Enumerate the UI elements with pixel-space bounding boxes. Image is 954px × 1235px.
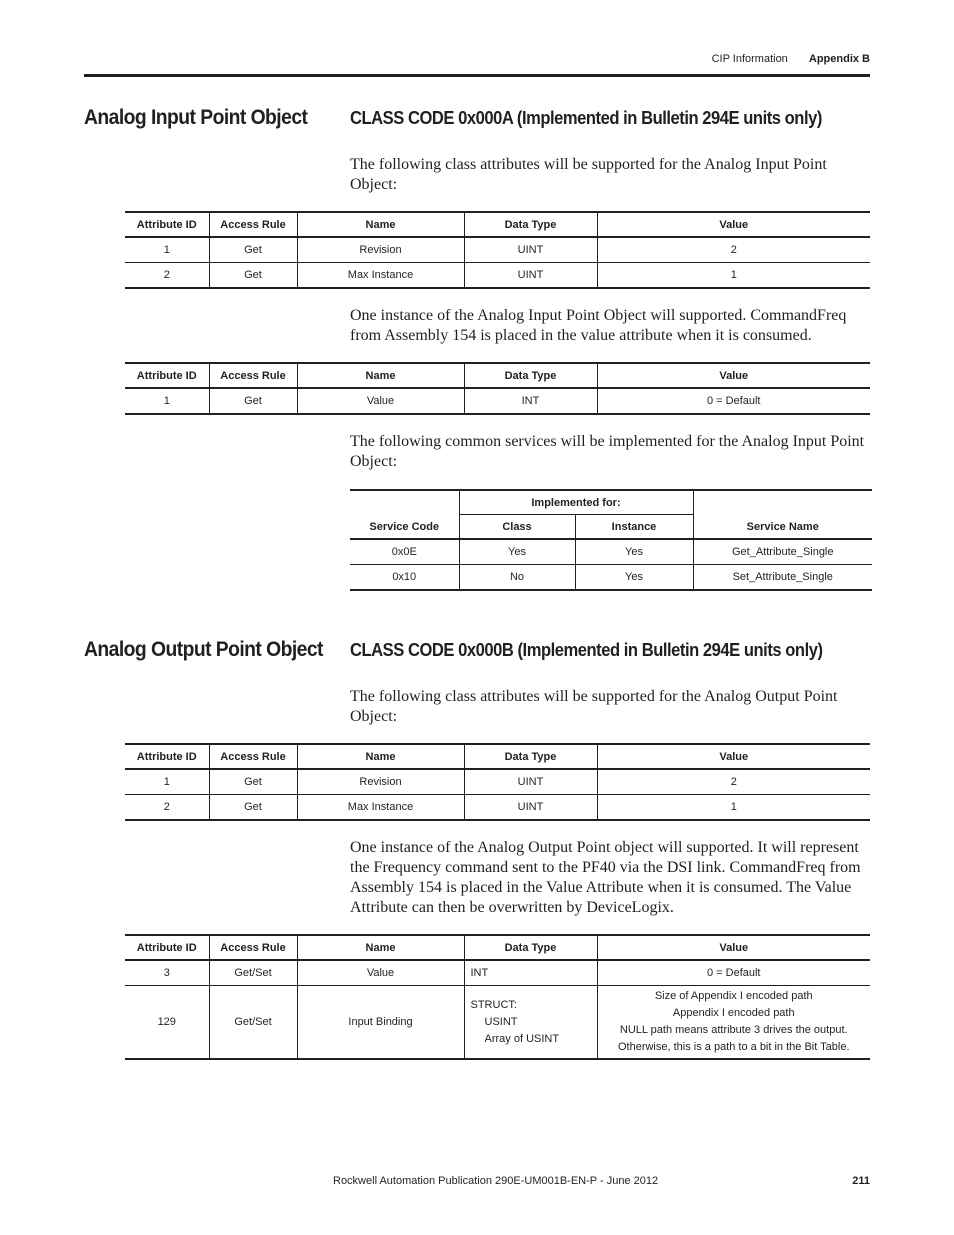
table-cell: Get <box>209 769 297 795</box>
table-cell: Value <box>297 960 464 986</box>
common-services-table <box>350 489 872 591</box>
value-line: Appendix I encoded path <box>672 1007 795 1019</box>
table-cell: Set_Attribute_Single <box>693 565 872 591</box>
col-header: Attribute ID <box>125 744 209 769</box>
table-header-row <box>350 490 872 515</box>
type-line: STRUCT: <box>470 998 517 1011</box>
table-row <box>125 986 870 1060</box>
table-cell: INT <box>464 960 597 986</box>
instance-text-output: One instance of the Analog Output Point object will supported. It will represent the Frequency command sent to the PF40 via the DSI link. CommandFreq from Assembly 154 is placed in the Value Attribute when it is consumed. The Value Attribute can then be overwritten by DeviceLogix. <box>350 839 861 916</box>
table-cell: 1 <box>597 263 870 289</box>
table-cell: Input Binding <box>297 986 464 1060</box>
table-cell: Revision <box>297 237 464 263</box>
table-row <box>125 237 870 263</box>
table-cell: Yes <box>575 565 693 591</box>
value-cell <box>597 986 870 1060</box>
table-cell: 2 <box>125 795 209 821</box>
table-header-row <box>125 363 870 388</box>
col-header: Attribute ID <box>125 363 209 388</box>
table-row <box>125 388 870 414</box>
col-header: Value <box>597 744 870 769</box>
type-line: USINT <box>484 1015 518 1028</box>
data-type-cell <box>464 986 597 1060</box>
value-line: Size of Appendix I encoded path <box>654 990 813 1002</box>
table-cell: 2 <box>597 769 870 795</box>
table-header-row <box>125 744 870 769</box>
table-row <box>125 769 870 795</box>
section-title-analog-input: Analog Input Point Object <box>84 106 308 129</box>
table-cell: 0 = Default <box>597 960 870 986</box>
table-cell: 0x10 <box>350 565 459 591</box>
col-header: Attribute ID <box>125 935 209 960</box>
instance-attributes-table-input <box>125 362 870 415</box>
table-cell: 129 <box>125 986 209 1060</box>
col-header: Data Type <box>464 935 597 960</box>
col-header: Value <box>597 935 870 960</box>
table-cell: No <box>459 565 575 591</box>
table-row <box>125 263 870 289</box>
table-row <box>125 960 870 986</box>
services-text-input: The following common services will be implemented for the Analog Input Point Object: <box>350 433 865 470</box>
col-header: Value <box>597 363 870 388</box>
table-cell: Get_Attribute_Single <box>693 539 872 565</box>
table-header-row <box>125 935 870 960</box>
col-header: Value <box>597 212 870 237</box>
table-cell: Value <box>297 388 464 414</box>
table-row <box>125 795 870 821</box>
col-header: Access Rule <box>209 744 297 769</box>
table-cell: 2 <box>597 237 870 263</box>
value-line: Otherwise, this is a path to a bit in the Bit Table. <box>617 1041 850 1053</box>
instance-attributes-table-output <box>125 934 870 1060</box>
table-cell: INT <box>464 388 597 414</box>
intro-text-output: The following class attributes will be supported for the Analog Output Point Object: <box>350 688 838 725</box>
table-cell: 1 <box>125 769 209 795</box>
col-header: Data Type <box>464 744 597 769</box>
col-header-implemented-for: Implemented for: <box>459 490 693 515</box>
table-cell: Max Instance <box>297 263 464 289</box>
table-cell: Max Instance <box>297 795 464 821</box>
col-header: Attribute ID <box>125 212 209 237</box>
col-header-instance: Instance <box>575 515 693 540</box>
header-rule <box>84 74 870 77</box>
table-cell: Yes <box>575 539 693 565</box>
col-header: Data Type <box>464 363 597 388</box>
table-cell: Get <box>209 263 297 289</box>
class-attributes-table-output <box>125 743 870 821</box>
class-code-heading-output: CLASS CODE 0x000B (Implemented in Bulletin 294E units only) <box>350 640 823 660</box>
table-header-row <box>125 212 870 237</box>
table-cell: Get <box>209 237 297 263</box>
col-header: Name <box>297 363 464 388</box>
table-cell: 0x0E <box>350 539 459 565</box>
table-cell: Get <box>209 388 297 414</box>
table-cell: 2 <box>125 263 209 289</box>
col-header-service-name: Service Name <box>693 490 872 539</box>
col-header: Access Rule <box>209 363 297 388</box>
col-header: Access Rule <box>209 935 297 960</box>
section-title-analog-output: Analog Output Point Object <box>84 638 323 661</box>
class-code-heading-input: CLASS CODE 0x000A (Implemented in Bulletin 294E units only) <box>350 108 822 128</box>
col-header: Name <box>297 744 464 769</box>
table-cell: 1 <box>597 795 870 821</box>
table-cell: Get <box>209 795 297 821</box>
table-cell: 0 = Default <box>597 388 870 414</box>
header-section: CIP Information <box>711 53 788 65</box>
footer-publication: Rockwell Automation Publication 290E-UM001B-EN-P - June 2012 <box>333 1175 659 1187</box>
col-header: Access Rule <box>209 212 297 237</box>
intro-text-input: The following class attributes will be supported for the Analog Input Point Object: <box>350 156 827 193</box>
table-row <box>350 565 872 591</box>
table-cell: UINT <box>464 237 597 263</box>
table-cell: 3 <box>125 960 209 986</box>
table-row <box>350 539 872 565</box>
header-appendix: Appendix B <box>808 53 870 65</box>
value-line: NULL path means attribute 3 drives the output. <box>619 1024 848 1036</box>
type-line: Array of USINT <box>484 1032 560 1045</box>
table-cell: UINT <box>464 795 597 821</box>
table-cell: Revision <box>297 769 464 795</box>
col-header: Name <box>297 212 464 237</box>
page-number: 211 <box>852 1175 870 1187</box>
col-header: Data Type <box>464 212 597 237</box>
table-cell: Get/Set <box>209 986 297 1060</box>
instance-text-input: One instance of the Analog Input Point Object will supported. CommandFreq from Assembly 154 is placed in the value attribute when it is consumed. <box>350 307 847 344</box>
table-cell: 1 <box>125 388 209 414</box>
table-cell: 1 <box>125 237 209 263</box>
running-header <box>712 53 870 65</box>
table-cell: Get/Set <box>209 960 297 986</box>
col-header-service-code: Service Code <box>350 490 459 539</box>
col-header: Name <box>297 935 464 960</box>
col-header-class: Class <box>459 515 575 540</box>
table-cell: UINT <box>464 263 597 289</box>
class-attributes-table-input <box>125 211 870 289</box>
table-cell: Yes <box>459 539 575 565</box>
table-cell: UINT <box>464 769 597 795</box>
